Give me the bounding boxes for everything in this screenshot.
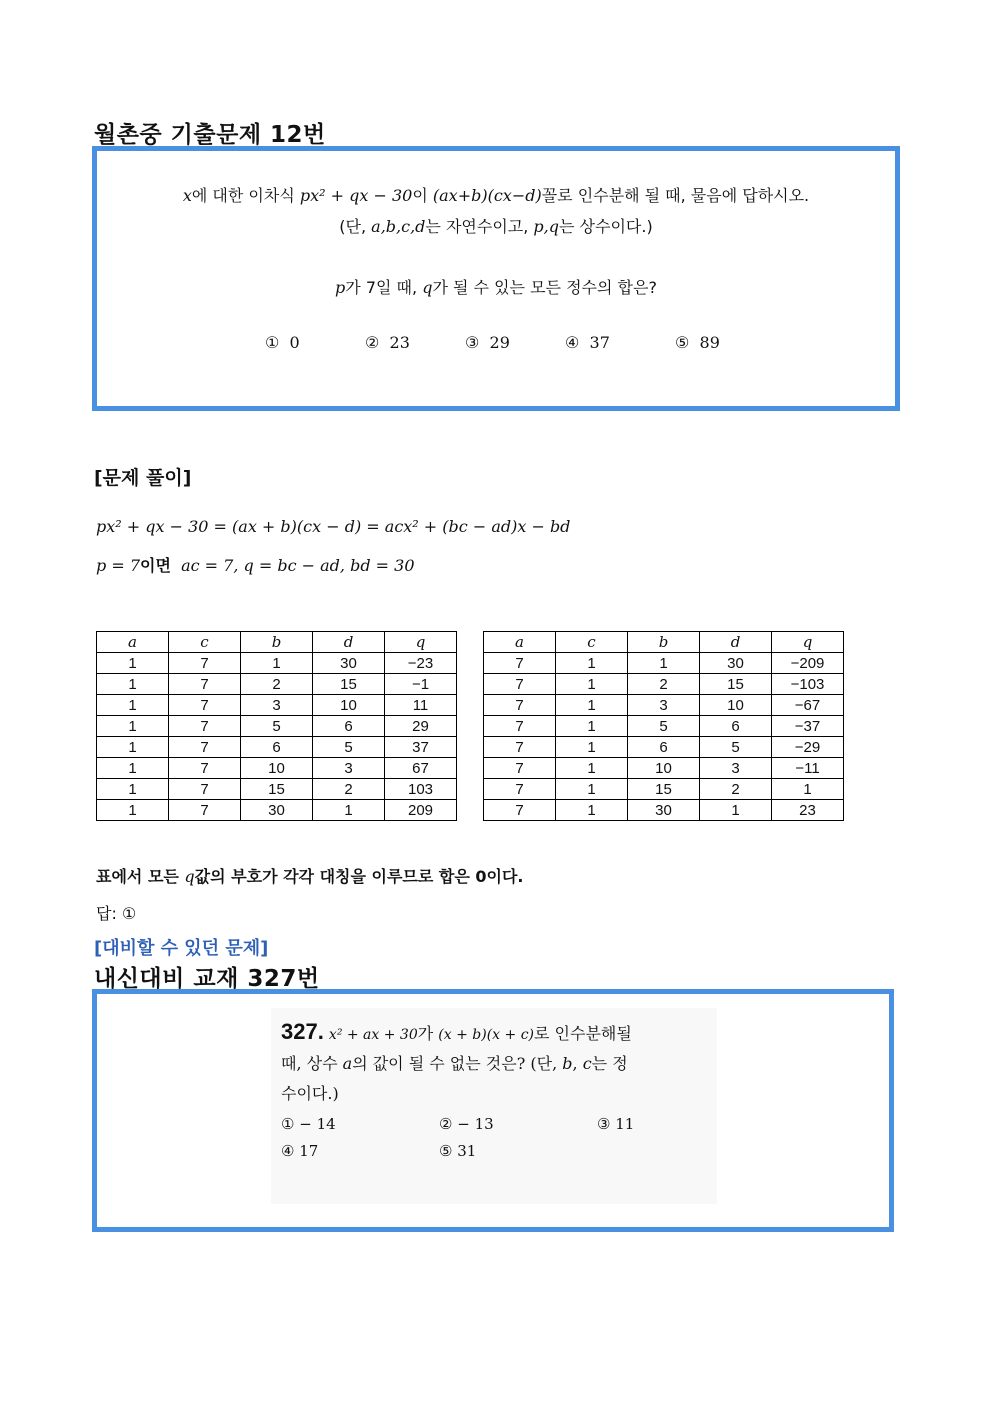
- table-cell: 7: [169, 674, 241, 695]
- table-cell: 3: [313, 758, 385, 779]
- choice-4[interactable]: [565, 333, 610, 352]
- table-cell: 1: [772, 779, 844, 800]
- table-row: [97, 653, 457, 674]
- table-cell: −1: [385, 674, 457, 695]
- table-row: [484, 653, 844, 674]
- var-c: c: [582, 1054, 592, 1073]
- problem-box: [92, 146, 900, 411]
- problem-question: [97, 275, 895, 298]
- table-cell: 2: [700, 779, 772, 800]
- textbook-title: 내신대비 교재 327번: [94, 966, 320, 992]
- col-header: d: [700, 632, 772, 653]
- table-cell: 30: [628, 800, 700, 821]
- table-cell: 2: [241, 674, 313, 695]
- conclusion-part: 값의 부호가 각각 대칭을 이루므로 합은 0이다.: [194, 867, 524, 886]
- choice-mark: ③: [465, 333, 480, 352]
- table-cell: 10: [313, 695, 385, 716]
- table-row: [484, 737, 844, 758]
- choice-value: 23: [389, 333, 410, 352]
- problem-text: 에 대한 이차식: [191, 186, 300, 205]
- choice-3[interactable]: [465, 333, 510, 352]
- problem-text: 는 상수이다.): [559, 217, 653, 236]
- table-cell: 10: [700, 695, 772, 716]
- table-cell: 7: [484, 653, 556, 674]
- table-cell: 7: [169, 779, 241, 800]
- table-row: [97, 779, 457, 800]
- choice-value: 17: [299, 1142, 319, 1160]
- problem-line-1: [97, 183, 895, 206]
- col-header: c: [169, 632, 241, 653]
- textbook-problem-image: [271, 1008, 717, 1204]
- table-cell: 30: [313, 653, 385, 674]
- table-cell: 7: [484, 695, 556, 716]
- col-header: c: [556, 632, 628, 653]
- case-table-1: [96, 631, 457, 821]
- choice-mark: ④: [565, 333, 580, 352]
- var-a: a: [342, 1054, 353, 1073]
- table-cell: −23: [385, 653, 457, 674]
- table-cell: 6: [628, 737, 700, 758]
- table-cell: 3: [628, 695, 700, 716]
- table-row: [97, 737, 457, 758]
- table-cell: 23: [772, 800, 844, 821]
- table-cell: −103: [772, 674, 844, 695]
- table-cell: 1: [556, 716, 628, 737]
- solution-label: [문제 풀이]: [94, 467, 192, 489]
- table-cell: 7: [484, 674, 556, 695]
- question-text: 가 7일 때,: [345, 278, 423, 297]
- conclusion-text: [96, 864, 524, 887]
- col-header: q: [385, 632, 457, 653]
- table-row: [484, 758, 844, 779]
- choice-value: 0: [289, 333, 300, 352]
- table-cell: 1: [97, 695, 169, 716]
- table-cell: −209: [772, 653, 844, 674]
- table-row: [97, 758, 457, 779]
- table-cell: 6: [241, 737, 313, 758]
- table-cell: 1: [556, 653, 628, 674]
- table-cell: 1: [97, 674, 169, 695]
- table-cell: 67: [385, 758, 457, 779]
- equation-word: 이면: [140, 556, 171, 575]
- textbook-text: 의 값이 될 수 없는 것은? (단,: [352, 1054, 563, 1073]
- choice-value: − 13: [457, 1115, 494, 1133]
- table-row: [484, 716, 844, 737]
- textbook-box: [92, 989, 894, 1232]
- col-header: a: [97, 632, 169, 653]
- problem-line-2: [97, 214, 895, 237]
- table-cell: 1: [97, 779, 169, 800]
- table-cell: 7: [484, 716, 556, 737]
- col-header: q: [772, 632, 844, 653]
- table-cell: 1: [97, 653, 169, 674]
- textbook-choice-5[interactable]: [439, 1136, 476, 1167]
- problem-text: 는 자연수이고,: [425, 217, 534, 236]
- related-label: [대비할 수 있던 문제]: [94, 938, 269, 959]
- table-cell: 37: [385, 737, 457, 758]
- col-header: d: [313, 632, 385, 653]
- table-cell: 3: [241, 695, 313, 716]
- table-cell: 3: [700, 758, 772, 779]
- choice-mark: ①: [281, 1115, 295, 1133]
- table-cell: 15: [241, 779, 313, 800]
- case-table-2: [483, 631, 844, 821]
- vars-abcd: a,b,c,d: [371, 217, 426, 236]
- table-cell: 7: [169, 695, 241, 716]
- equation-part: p = 7: [96, 556, 140, 575]
- table-row: [97, 695, 457, 716]
- table-cell: 1: [628, 653, 700, 674]
- table-cell: 1: [700, 800, 772, 821]
- var-x: x: [182, 186, 192, 205]
- textbook-text: 는 정: [591, 1054, 628, 1073]
- table-cell: 15: [313, 674, 385, 695]
- table-cell: 7: [169, 653, 241, 674]
- table-cell: 1: [556, 674, 628, 695]
- textbook-choice-3[interactable]: [597, 1109, 634, 1140]
- table-cell: −37: [772, 716, 844, 737]
- table-cell: 1: [97, 800, 169, 821]
- table-cell: 5: [313, 737, 385, 758]
- quadratic-expression: x² + ax + 30: [328, 1027, 418, 1043]
- choice-value: 29: [489, 333, 510, 352]
- table-cell: −67: [772, 695, 844, 716]
- table-row: [97, 674, 457, 695]
- table-cell: 30: [241, 800, 313, 821]
- choice-value: 37: [589, 333, 610, 352]
- table-cell: 7: [484, 779, 556, 800]
- textbook-text: 때, 상수: [281, 1054, 343, 1073]
- textbook-line-1: [281, 1016, 632, 1051]
- table-cell: 1: [556, 758, 628, 779]
- table-cell: 2: [628, 674, 700, 695]
- choice-mark: ⑤: [675, 333, 690, 352]
- choice-mark: ③: [597, 1115, 611, 1133]
- table-cell: 10: [628, 758, 700, 779]
- var-b: b: [562, 1054, 573, 1073]
- table-row: [97, 800, 457, 821]
- choice-value: − 14: [299, 1115, 336, 1133]
- page-title: 월촌중 기출문제 12번: [94, 122, 326, 148]
- table-row: [484, 674, 844, 695]
- var-q: q: [184, 867, 195, 886]
- question-text: 가 될 수 있는 모든 정수의 합은?: [432, 278, 657, 297]
- table-cell: 1: [556, 737, 628, 758]
- textbook-line-3: 수이다.): [281, 1084, 339, 1103]
- table-cell: 1: [313, 800, 385, 821]
- table-cell: 7: [169, 800, 241, 821]
- problem-text: 이: [412, 186, 433, 205]
- table-cell: 1: [97, 737, 169, 758]
- table-cell: 11: [385, 695, 457, 716]
- table-cell: 5: [241, 716, 313, 737]
- table-cell: 1: [556, 779, 628, 800]
- vars-pq: p,q: [533, 217, 559, 236]
- table-cell: −29: [772, 737, 844, 758]
- table-row: [484, 800, 844, 821]
- problem-number: 327.: [281, 1019, 324, 1044]
- table-cell: 7: [169, 758, 241, 779]
- col-header: a: [484, 632, 556, 653]
- choice-5[interactable]: [675, 333, 720, 352]
- choice-mark: ⑤: [439, 1142, 453, 1160]
- answer-text: 답: ①: [96, 904, 137, 923]
- choice-mark: ①: [265, 333, 280, 352]
- table-cell: 7: [484, 800, 556, 821]
- table-cell: 1: [556, 695, 628, 716]
- choice-value: 11: [615, 1115, 635, 1133]
- table-cell: 15: [700, 674, 772, 695]
- table-cell: 103: [385, 779, 457, 800]
- textbook-line-2: [281, 1048, 628, 1079]
- table-cell: 209: [385, 800, 457, 821]
- table-cell: 7: [169, 716, 241, 737]
- table-cell: 5: [628, 716, 700, 737]
- table-cell: −11: [772, 758, 844, 779]
- col-header: b: [628, 632, 700, 653]
- table-cell: 7: [484, 737, 556, 758]
- textbook-text: 가: [417, 1024, 439, 1043]
- choice-mark: ②: [439, 1115, 453, 1133]
- choice-value: 89: [699, 333, 720, 352]
- var-q: q: [422, 278, 433, 297]
- choice-mark: ④: [281, 1142, 295, 1160]
- factored-form: (ax+b)(cx−d): [432, 186, 542, 205]
- choice-mark: ②: [365, 333, 380, 352]
- table-cell: 5: [700, 737, 772, 758]
- table-cell: 29: [385, 716, 457, 737]
- choice-1[interactable]: [265, 333, 300, 352]
- table-cell: 1: [556, 800, 628, 821]
- solution-equation-2: [96, 553, 415, 576]
- choice-value: 31: [457, 1142, 477, 1160]
- table-cell: 1: [97, 716, 169, 737]
- quadratic-expression: px² + qx − 30: [299, 186, 413, 205]
- table-cell: 2: [313, 779, 385, 800]
- table-row: [97, 716, 457, 737]
- table-cell: 10: [241, 758, 313, 779]
- table-cell: 7: [484, 758, 556, 779]
- problem-text: (단,: [339, 217, 372, 236]
- table-row: [484, 779, 844, 800]
- factored-form: (x + b)(x + c): [438, 1027, 534, 1043]
- table-cell: 6: [313, 716, 385, 737]
- equation-part: ac = 7, q = bc − ad, bd = 30: [181, 556, 415, 575]
- table-header-row: [484, 632, 844, 653]
- table-cell: 6: [700, 716, 772, 737]
- table-cell: 30: [700, 653, 772, 674]
- var-p: p: [335, 278, 346, 297]
- textbook-text: 로 인수분해될: [534, 1024, 632, 1043]
- problem-text: 꼴로 인수분해 될 때, 물음에 답하시오.: [541, 186, 810, 205]
- table-row: [484, 695, 844, 716]
- conclusion-part: 표에서 모든: [96, 867, 185, 886]
- choice-2[interactable]: [365, 333, 410, 352]
- col-header: b: [241, 632, 313, 653]
- table-cell: 7: [169, 737, 241, 758]
- textbook-choice-4[interactable]: [281, 1136, 318, 1167]
- table-header-row: [97, 632, 457, 653]
- table-cell: 1: [97, 758, 169, 779]
- textbook-text: ,: [572, 1054, 583, 1073]
- table-cell: 1: [241, 653, 313, 674]
- table-cell: 15: [628, 779, 700, 800]
- solution-equation-1: px² + qx − 30 = (ax + b)(cx − d) = acx² + (bc − ad)x − bd: [96, 517, 571, 536]
